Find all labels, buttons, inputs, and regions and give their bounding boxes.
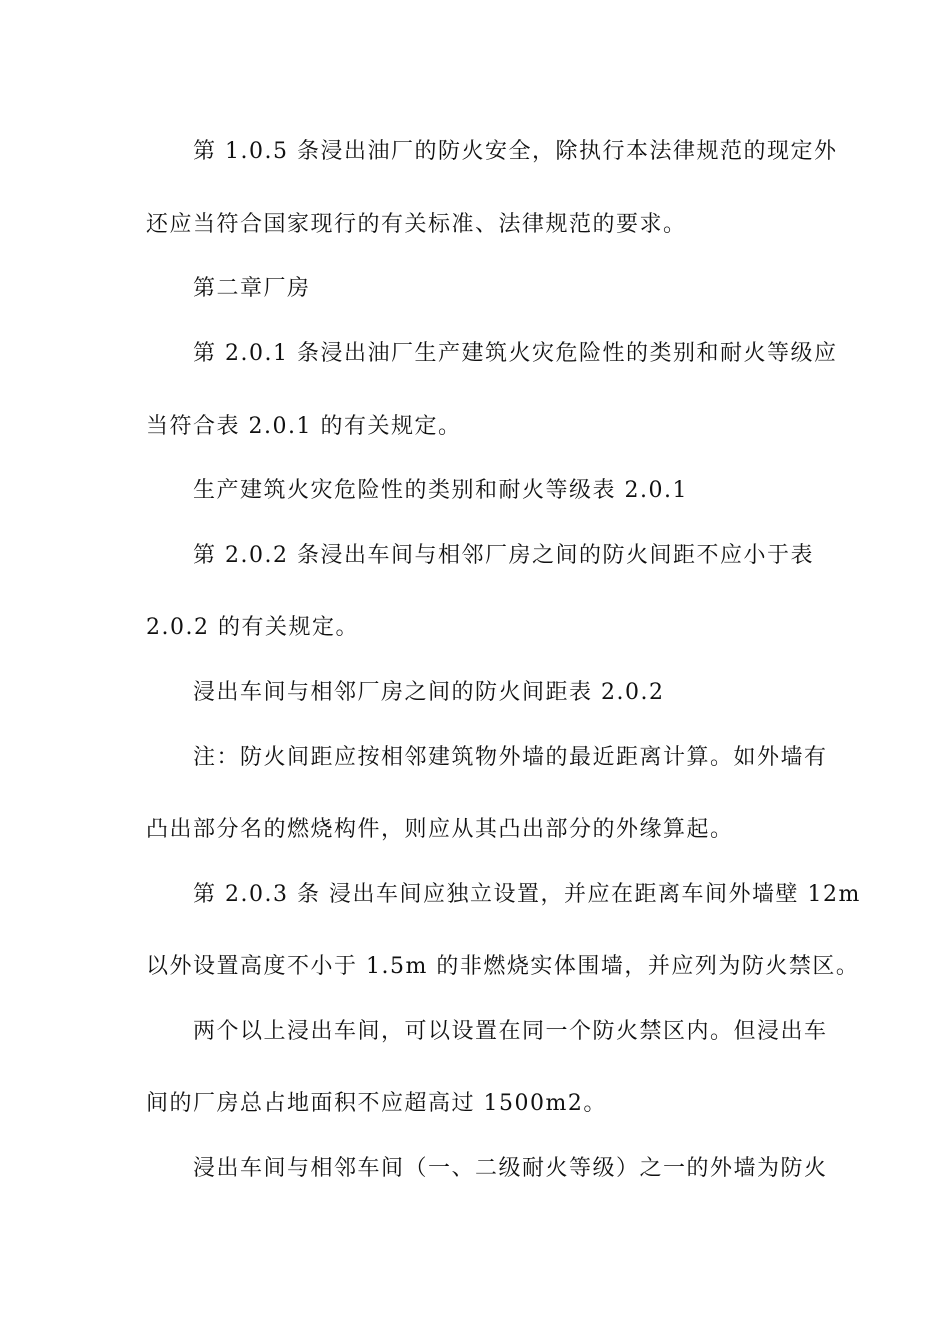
paragraph-2-0-2-line-2: 2.0.2 的有关规定。	[146, 615, 359, 640]
paragraph-1-0-5-line-1: 第 1.0.5 条浸出油厂的防火安全，除执行本法律规范的现定外	[193, 139, 838, 164]
chapter-two-heading: 第二章厂房	[193, 276, 311, 301]
paragraph-adjacent-workshop-line-1: 浸出车间与相邻车间（一、二级耐火等级）之一的外墙为防火	[193, 1156, 828, 1181]
paragraph-2-0-3-line-1: 第 2.0.3 条 浸出车间应独立设置，并应在距离车间外墙壁 12m	[193, 882, 861, 907]
note-line-2: 凸出部分名的燃烧构件，则应从其凸出部分的外缘算起。	[146, 817, 734, 842]
paragraph-2-0-1-line-1: 第 2.0.1 条浸出油厂生产建筑火灾危险性的类别和耐火等级应	[193, 341, 838, 366]
table-2-0-1-caption: 生产建筑火灾危险性的类别和耐火等级表 2.0.1	[193, 478, 688, 503]
paragraph-2-0-3-line-2: 以外设置高度不小于 1.5m 的非燃烧实体围墙，并应列为防火禁区。	[146, 954, 860, 979]
table-2-0-2-caption: 浸出车间与相邻厂房之间的防火间距表 2.0.2	[193, 680, 665, 705]
paragraph-1-0-5-line-2: 还应当符合国家现行的有关标准、法律规范的要求。	[146, 212, 687, 237]
paragraph-multiple-workshops-line-2: 间的厂房总占地面积不应超高过 1500m2。	[146, 1091, 607, 1116]
paragraph-2-0-2-line-1: 第 2.0.2 条浸出车间与相邻厂房之间的防火间距不应小于表	[193, 543, 814, 568]
paragraph-2-0-1-line-2: 当符合表 2.0.1 的有关规定。	[146, 414, 462, 439]
note-line-1: 注：防火间距应按相邻建筑物外墙的最近距离计算。如外墙有	[193, 745, 828, 770]
paragraph-multiple-workshops-line-1: 两个以上浸出车间，可以设置在同一个防火禁区内。但浸出车	[193, 1019, 828, 1044]
